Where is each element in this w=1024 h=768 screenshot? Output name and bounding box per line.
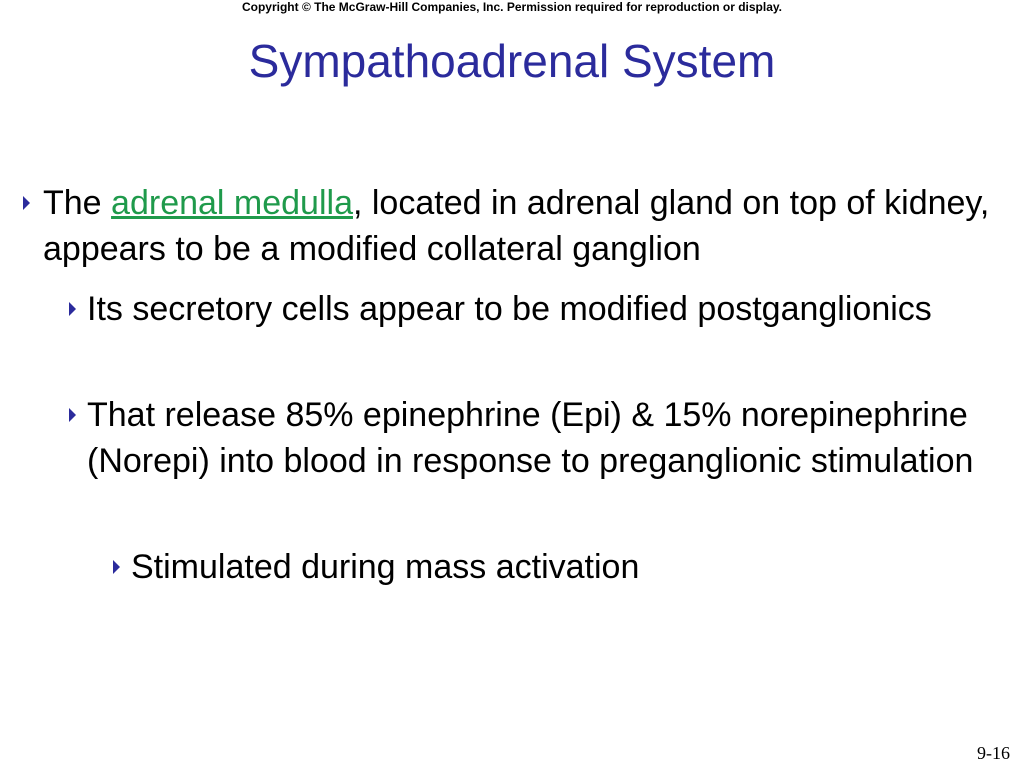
bullet-text: Stimulated during mass activation [131, 548, 640, 586]
adrenal-medulla-link[interactable]: adrenal medulla [111, 184, 353, 222]
slide-title: Sympathoadrenal System [248, 35, 776, 87]
bullet-arrow-icon [69, 302, 76, 316]
slide-number: 9-16 [977, 743, 1010, 763]
bullet-level-2-release [87, 392, 987, 484]
copyright-notice: Copyright © The McGraw-Hill Companies, Inc. Permission required for reproduction or display. [241, 0, 783, 14]
bullet-text-suffix: , located in adrenal gland on top of kidney, appears to be a modified collateral ganglion [43, 184, 990, 268]
bullet-arrow-icon [113, 560, 120, 574]
bullet-arrow-icon [69, 408, 76, 422]
bullet-text: That release 85% epinephrine (Epi) & 15% norepinephrine (Norepi) into blood in response to preganglionic stimulation [87, 396, 974, 480]
bullet-level-2-secretory-cells [87, 286, 967, 332]
bullet-text-prefix: The [43, 184, 112, 222]
bullet-text: Its secretory cells appear to be modified postganglionics [87, 290, 932, 328]
bullet-level-3-mass-activation [131, 544, 991, 590]
bullet-level-1 [43, 180, 1003, 272]
bullet-arrow-icon [23, 196, 30, 210]
